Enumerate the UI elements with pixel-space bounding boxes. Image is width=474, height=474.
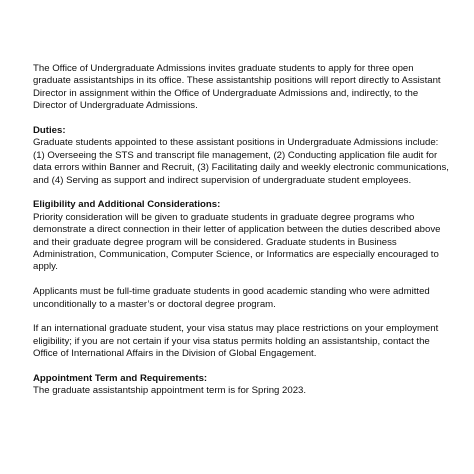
intro-paragraph: The Office of Undergraduate Admissions invites graduate students to apply for three open graduate assistantships in its office. These assistantship positions will report directly to Assistant Director in assignment within the Office of Undergraduate Admissions and, indirectly, to the Director of Undergraduate Admissions.: [33, 63, 441, 112]
appointment-text: The graduate assistantship appointment term is for Spring 2023.: [33, 385, 307, 397]
fulltime-paragraph: Applicants must be full-time graduate students in good academic standing who were admitted unconditionally to a master’s or doctoral degree program.: [33, 286, 430, 310]
eligibility-text: Priority consideration will be given to graduate students in graduate degree programs who demonstrate a direct connection in their letter of application between the duties described above and their graduate degree program will be considered. Graduate students in Business Administration, Communication, Computer Science, or Informatics are especially encouraged to apply.: [33, 211, 441, 273]
appointment-section: [33, 373, 451, 398]
international-paragraph: If an international graduate student, your visa status may place restrictions on your employment eligibility; if you are not certain if your visa status permits holding an assistantship, contact the Office of International Affairs in the Division of Global Engagement.: [33, 323, 439, 360]
eligibility-heading: Eligibility and Additional Considerations:: [33, 199, 221, 211]
duties-text: Graduate students appointed to these assistant positions in Undergraduate Admissions include: (1) Overseeing the STS and transcript file management, (2) Conducting application file audit for data errors within Banner and Recruit, (3) Facilitating daily and weekly electronic communications, and (4) Serving as support and indirect supervision of undergraduate student employees.: [33, 137, 449, 186]
duties-section: [33, 125, 451, 187]
document-body: [33, 63, 451, 410]
eligibility-section: [33, 199, 451, 273]
duties-heading: Duties:: [33, 125, 66, 137]
appointment-heading: Appointment Term and Requirements:: [33, 373, 208, 385]
